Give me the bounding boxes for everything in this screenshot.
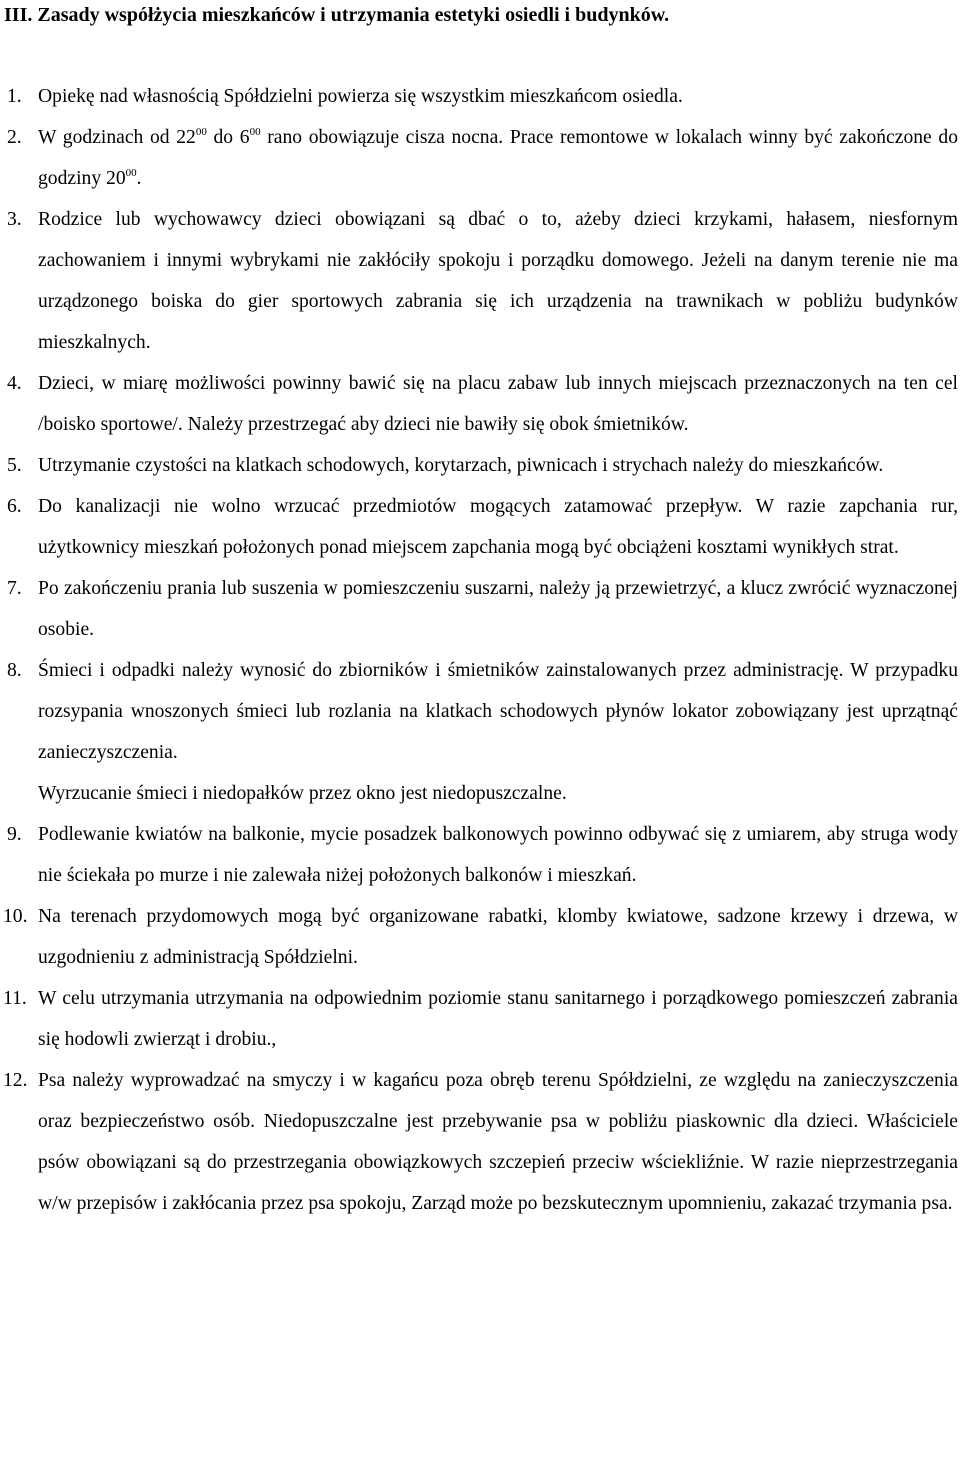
rule-number: 9. (7, 824, 22, 845)
rule-text: Po zakończeniu prania lub suszenia w pomieszczeniu suszarni, należy ją przewietrzyć, a klucz zwrócić wyznaczonej osobie. (38, 578, 958, 640)
rule-text: Podlewanie kwiatów na balkonie, mycie posadzek balkonowych powinno odbywać się z umiarem, aby struga wody nie ściekała po murze i nie zalewała niżej położonych balkonów i mieszkań. (38, 824, 958, 886)
rule-text: Utrzymanie czystości na klatkach schodowych, korytarzach, piwnicach i strychach należy do mieszkańców. (38, 455, 884, 476)
rule-number: 3. (7, 209, 22, 230)
rule-number: 1. (7, 86, 22, 107)
rule-text: W celu utrzymania utrzymania na odpowiednim poziomie stanu sanitarnego i porządkowego pomieszczeń zabrania się hodowli zwierząt i drobiu., (38, 988, 958, 1050)
rule-text: Opiekę nad własnością Spółdzielni powierza się wszystkim mieszkańcom osiedla. (38, 86, 683, 107)
rule-item-8 (0, 650, 960, 814)
rule-text-part: . (136, 168, 142, 189)
rules-list (0, 76, 960, 1224)
rule-text-part: W godzinach od 22 (38, 127, 196, 148)
rule-text-part: rano obowiązuje cisza nocna. Prace remontowe w lokalach winny być zakończone do godziny 20 (38, 127, 959, 189)
rule-text: Psa należy wyprowadzać na smyczy i w kagańcu poza obręb terenu Spółdzielni, ze względu na zanieczyszczenia oraz bezpieczeństwo osób. Niedopuszczalne jest przebywanie psa w pobliżu piaskownic dla dzieci. Właściciele psów obowiązani są do przestrzegania obowiązkowych szczepień przeciw wściekliźnie. W razie nieprzestrzegania w/w przepisów i zakłócania przez psa spokoju, Zarząd może po bezskutecznym upomnieniu, zakazać trzymania psa. (38, 1070, 958, 1214)
rule-number: 11. (3, 988, 27, 1009)
rule-text: Na terenach przydomowych mogą być organizowane rabatki, klomby kwiatowe, sadzone krzewy i drzewa, w uzgodnieniu z administracją Spółdzielni. (38, 906, 958, 968)
rule-number: 8. (7, 660, 22, 681)
rule-number: 4. (7, 373, 22, 394)
rule-item-12 (0, 1060, 960, 1224)
rule-text: Do kanalizacji nie wolno wrzucać przedmiotów mogących zatamować przepływ. W razie zapchania rur, użytkownicy mieszkań położonych ponad miejscem zapchania mogą być obciążeni kosztami wynikłych strat. (38, 496, 958, 558)
rule-text: Dzieci, w miarę możliwości powinny bawić się na placu zabaw lub innych miejscach przeznaczonych na ten cel /boisko sportowe/. Należy przestrzegać aby dzieci nie bawiły się obok śmietników. (38, 373, 958, 435)
time-superscript: 00 (195, 126, 207, 138)
rule-text: Śmieci i odpadki należy wynosić do zbiorników i śmietników zainstalowanych przez administrację. W przypadku rozsypania wnoszonych śmieci lub rozlania na klatkach schodowych płynów lokator zobowiązany jest uprzątnąć zanieczyszczenia. (38, 660, 958, 763)
time-superscript: 00 (249, 126, 261, 138)
rule-extra-text: Wyrzucanie śmieci i niedopałków przez okno jest niedopuszczalne. (38, 783, 567, 804)
rule-number: 6. (7, 496, 22, 517)
rule-item-5 (0, 445, 960, 486)
rule-item-1 (0, 76, 960, 117)
rule-number: 7. (7, 578, 22, 599)
rule-number: 10. (3, 906, 28, 927)
rule-item-3 (0, 199, 960, 363)
rule-item-7 (0, 568, 960, 650)
rule-item-6 (0, 486, 960, 568)
rule-item-2 (0, 117, 960, 199)
time-superscript: 00 (125, 167, 137, 179)
rule-number: 5. (7, 455, 22, 476)
rule-text: Rodzice lub wychowawcy dzieci obowiązani są dbać o to, ażeby dzieci krzykami, hałasem, niesfornym zachowaniem i innymi wybrykami nie zakłóciły spokoju i porządku domowego. Jeżeli na danym terenie nie ma urządzonego boiska do gier sportowych zabrania się ich urządzenia na trawnikach w pobliżu budynków mieszkalnych. (38, 209, 958, 353)
rule-text-part: do 6 (206, 127, 250, 148)
section-heading: III. Zasady współżycia mieszkańców i utrzymania estetyki osiedli i budynków. (4, 4, 670, 26)
rule-number: 12. (3, 1070, 28, 1091)
rule-item-10 (0, 896, 960, 978)
rule-text (38, 117, 958, 199)
rule-item-9 (0, 814, 960, 896)
rule-item-4 (0, 363, 960, 445)
rule-number: 2. (7, 127, 22, 148)
rule-item-11 (0, 978, 960, 1060)
